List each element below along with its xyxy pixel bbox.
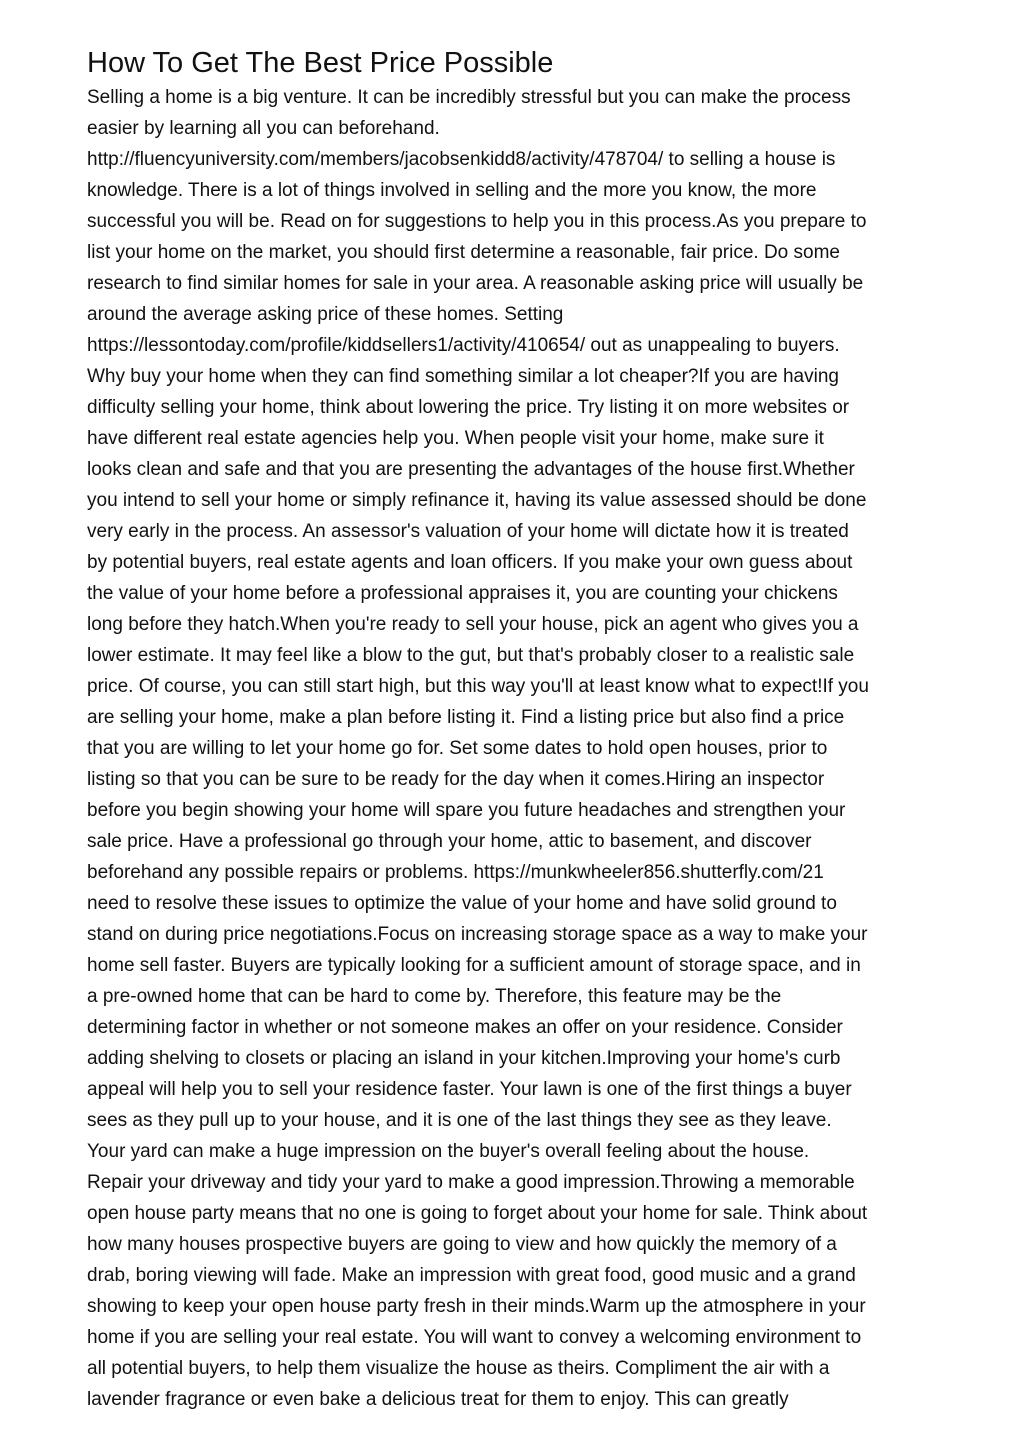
body-line: Why buy your home when they can find something similar a lot cheaper?If you are having [87,366,839,387]
body-line: difficulty selling your home, think about lowering the price. Try listing it on more websites or [87,397,850,418]
body-line: are selling your home, make a plan before listing it. Find a listing price but also find a price [87,707,845,728]
body-line: knowledge. There is a lot of things involved in selling and the more you know, the more [87,180,817,201]
body-line: by potential buyers, real estate agents and loan officers. If you make your own guess about [87,552,853,573]
body-line: around the average asking price of these homes. Setting [87,304,564,325]
body-line: very early in the process. An assessor's valuation of your home will dictate how it is treated [87,521,849,542]
document-page [87,44,957,1415]
body-line: how many houses prospective buyers are going to view and how quickly the memory of a [87,1234,837,1255]
body-line: easier by learning all you can beforehand. [87,118,440,139]
body-line: adding shelving to closets or placing an island in your kitchen.Improving your home's curb [87,1048,841,1069]
body-line: list your home on the market, you should first determine a reasonable, fair price. Do some [87,242,840,263]
body-line: the value of your home before a professional appraises it, you are counting your chickens [87,583,838,604]
body-line: price. Of course, you can still start high, but this way you'll at least know what to expect!If you [87,676,869,697]
document-title: How To Get The Best Price Possible [87,47,554,79]
body-line: lower estimate. It may feel like a blow to the gut, but that's probably closer to a realistic sale [87,645,855,666]
body-line: research to find similar homes for sale in your area. A reasonable asking price will usually be [87,273,864,294]
body-line: have different real estate agencies help you. When people visit your home, make sure it [87,428,824,449]
body-line: successful you will be. Read on for suggestions to help you in this process.As you prepare to [87,211,867,232]
body-line: http://fluencyuniversity.com/members/jacobsenkidd8/activity/478704/ to selling a house is [87,149,836,170]
document-body [87,82,957,1415]
body-line: Selling a home is a big venture. It can be incredibly stressful but you can make the process [87,87,851,108]
body-line: appeal will help you to sell your residence faster. Your lawn is one of the first things a buyer [87,1079,852,1100]
body-line: you intend to sell your home or simply refinance it, having its value assessed should be done [87,490,867,511]
body-line: showing to keep your open house party fresh in their minds.Warm up the atmosphere in your [87,1296,866,1317]
body-line: home sell faster. Buyers are typically looking for a sufficient amount of storage space, and in [87,955,861,976]
body-line: Your yard can make a huge impression on the buyer's overall feeling about the house. [87,1141,810,1162]
body-line: beforehand any possible repairs or problems. https://munkwheeler856.shutterfly.com/21 [87,862,824,883]
body-line: sale price. Have a professional go through your home, attic to basement, and discover [87,831,812,852]
body-line: before you begin showing your home will spare you future headaches and strengthen your [87,800,846,821]
body-line: a pre-owned home that can be hard to come by. Therefore, this feature may be the [87,986,782,1007]
body-line: determining factor in whether or not someone makes an offer on your residence. Consider [87,1017,843,1038]
body-line: looks clean and safe and that you are presenting the advantages of the house first.Whether [87,459,855,480]
body-line: that you are willing to let your home go for. Set some dates to hold open houses, prior to [87,738,828,759]
body-line: need to resolve these issues to optimize the value of your home and have solid ground to [87,893,837,914]
body-line: Repair your driveway and tidy your yard to make a good impression.Throwing a memorable [87,1172,855,1193]
body-line: stand on during price negotiations.Focus on increasing storage space as a way to make your [87,924,868,945]
body-line: home if you are selling your real estate. You will want to convey a welcoming environment to [87,1327,862,1348]
body-line: sees as they pull up to your house, and it is one of the last things they see as they leave. [87,1110,832,1131]
body-line: all potential buyers, to help them visualize the house as theirs. Compliment the air with a [87,1358,830,1379]
body-line: drab, boring viewing will fade. Make an impression with great food, good music and a grand [87,1265,856,1286]
body-line: listing so that you can be sure to be ready for the day when it comes.Hiring an inspector [87,769,825,790]
body-line: open house party means that no one is going to forget about your home for sale. Think about [87,1203,868,1224]
body-line: long before they hatch.When you're ready to sell your house, pick an agent who gives you a [87,614,859,635]
body-line: https://lessontoday.com/profile/kiddsellers1/activity/410654/ out as unappealing to buyers. [87,335,840,356]
body-line: lavender fragrance or even bake a delicious treat for them to enjoy. This can greatly [87,1389,789,1410]
